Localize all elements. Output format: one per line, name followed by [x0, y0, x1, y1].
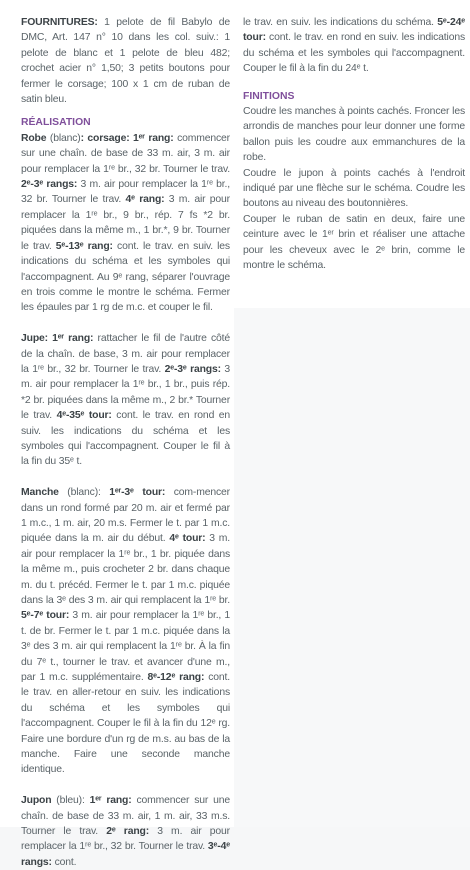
manche-text-0: (blanc):: [58, 487, 110, 499]
jupon-paragraph: [21, 793, 230, 870]
spacer: [21, 470, 230, 485]
jupe-label-0: Jupe: 1ᵉʳ rang:: [21, 333, 94, 345]
finitions-paragraph-3: Couper le ruban de satin en deux, faire une ceinture avec le 1ᵉʳ brin et réaliser une attache pour les cheveux avec le 2ᵉ brin, comme le montre le schéma.: [243, 213, 465, 272]
jupe-label-2: 4ᵉ-35ᵉ tour:: [56, 410, 112, 422]
manche-label-2: 4ᵉ tour:: [169, 533, 206, 545]
jupon-cont-text-1: cont. le trav. en rond en suiv. les indications du schéma et les symboles qui l'accompagnent. Couper le fil à la fin du 24ᵉ t.: [243, 32, 465, 75]
fournitures-paragraph: [21, 15, 230, 107]
jupe-paragraph: [21, 331, 230, 470]
robe-text-1: commencer sur une chaîn. de base de 33 m. air, 3 m. air pour remplacer la 1ʳᵉ br., 32 br. Tourner le trav.: [21, 132, 230, 175]
jupon-label-0: Jupon: [21, 795, 52, 807]
finitions-paragraph-1: Coudre les manches à points cachés. Froncer les arrondis de manches pour leur donner une forme ballon puis les coudre aux emmanchures de la robe.: [243, 106, 465, 164]
robe-text-2: 3 m. air pour remplacer la 1ʳᵉ br., 32 br. Tourner le trav.: [21, 179, 230, 206]
robe-paragraph: [21, 131, 230, 316]
spacer: [21, 316, 230, 331]
robe-text-4: cont. le trav. en suiv. les indications du schéma et les symboles qui l'accompagnent. Au 9ᵉ rang, séparer l'ouvrage en trois comme le montre le schéma. Fermer les épaules par 1 rg de m.c. et couper le fil.: [21, 240, 230, 314]
left-column: [0, 0, 234, 868]
robe-label-2: 2ᵉ-3ᵉ rangs:: [21, 179, 78, 191]
manche-label-0: Manche: [21, 487, 59, 499]
jupon-text-1: commencer sur une chaîn. de base de 33 m. air, 1 m. air, 33 m.s. Tourner le trav.: [21, 795, 230, 838]
jupon-text-2: 3 m. air pour remplacer la 1ʳᵉ br., 32 br. Tourner le trav.: [21, 826, 230, 853]
robe-label-1: : corsage: 1ᵉʳ rang:: [80, 132, 174, 144]
jupe-text-2: cont. le trav. en rond en suiv. les indications du schéma et les symboles qui l'accompagnent. Couper le fil à la fin du 35ᵉ t.: [21, 410, 230, 468]
jupon-continued-paragraph: [243, 15, 465, 77]
robe-text-0: (blanc): [46, 132, 81, 144]
manche-label-1: 1ᵉʳ-3ᵉ tour:: [109, 487, 166, 499]
jupe-text-1: 3 m. air pour remplacer la 1ʳᵉ br., 1 br., puis rép. *2 br. piquées dans la même m., 2 br.* Tourner le trav.: [21, 363, 230, 422]
manche-paragraph: [21, 485, 230, 778]
jupon-cont-text-0: le trav. en suiv. les indications du schéma.: [243, 17, 438, 28]
jupe-label-1: 2ᵉ-3ᵉ rangs:: [164, 363, 221, 375]
right-column: [234, 0, 470, 827]
robe-text-3: 3 m. air pour remplacer la 1ʳᵉ br., 9 br., rép. 7 fs *2 br. piquées dans la même m., 1 br.*, 9 br. Tourner le trav.: [21, 194, 230, 252]
manche-text-3: 3 m. air pour remplacer la 1ʳᵉ br., 1 t. de br. Fermer le t. par 1 m.c. piquée dans la 3ᵉ des 3 m. air qui remplacent la 1ʳᵉ br. À la fin du 7ᵉ t., tourner le trav. et avancer d'une m., par 1 m.c. supplémentaire.: [21, 610, 230, 684]
spacer: [21, 778, 230, 793]
fournitures-title: FOURNITURES:: [21, 17, 98, 28]
jupe-text-0: rattacher le fil de l'autre côté de la chaîn. de base, 3 m. air pour remplacer la 1ʳᵉ br., 32 br. Tourner le trav.: [21, 333, 231, 375]
jupon-text-0: (bleu):: [51, 795, 90, 807]
manche-text-1: com-mencer dans un rond formé par 20 m. air et fermé par 1 m.c., 1 m. air, 20 m.s. Fermer le t. par 1 m.c. piquée dans la m. air du début.: [21, 487, 230, 545]
jupon-label-2: 2ᵉ rang:: [106, 826, 150, 838]
jupon-label-3: 3ᵉ-4ᵉ rangs:: [21, 841, 230, 868]
jupon-cont-label-1: 5ᵉ-24ᵉ tour:: [243, 17, 465, 44]
fournitures-text: 1 pelote de fil Babylo de DMC, Art. 147 n° 10 dans les col. suiv.: 1 pelote de blanc et 1 pelote de bleu 482; crochet acier n° 1,50; 3 petits boutons pour fermer le corsage; 100 x 1 cm de ruban de satin bleu.: [21, 17, 230, 106]
finitions-paragraph-2: Coudre le jupon à points cachés à l'endroit indiqué par une flèche sur le schéma. Coudre les boutons au niveau des boutonnières.: [243, 167, 465, 210]
robe-label-4: 5ᵉ-13ᵉ rang:: [55, 240, 113, 252]
realisation-heading: RÉALISATION: [21, 117, 91, 129]
finitions-heading: FINITIONS: [243, 90, 295, 102]
manche-label-4: 8ᵉ-12ᵉ rang:: [147, 672, 205, 684]
robe-label-0: Robe: [21, 132, 47, 144]
jupon-text-3: cont.: [51, 856, 77, 868]
manche-text-4: cont. le trav. en aller-retour en suiv. les indications du schéma et les symboles qui l'accompagnent. Couper le fil à la fin du 12ᵉ rg. Faire une bordure d'un rg de m.s. au bas de la manche. Faire une seconde manche identique.: [21, 672, 230, 776]
jupon-label-1: 1ᵉʳ rang:: [89, 795, 132, 807]
manche-label-3: 5ᵉ-7ᵉ tour:: [21, 610, 70, 622]
manche-text-2: 3 m. air pour remplacer la 1ʳᵉ br., 1 br. piquée dans la même m., puis crocheter 2 br. dans chaque m. du t. précéd. Fermer le t. par 1 m.c. piquée dans la 3ᵉ des 3 m. air qui remplacent la 1ʳᵉ br.: [21, 533, 230, 606]
robe-label-3: 4ᵉ rang:: [125, 194, 165, 206]
